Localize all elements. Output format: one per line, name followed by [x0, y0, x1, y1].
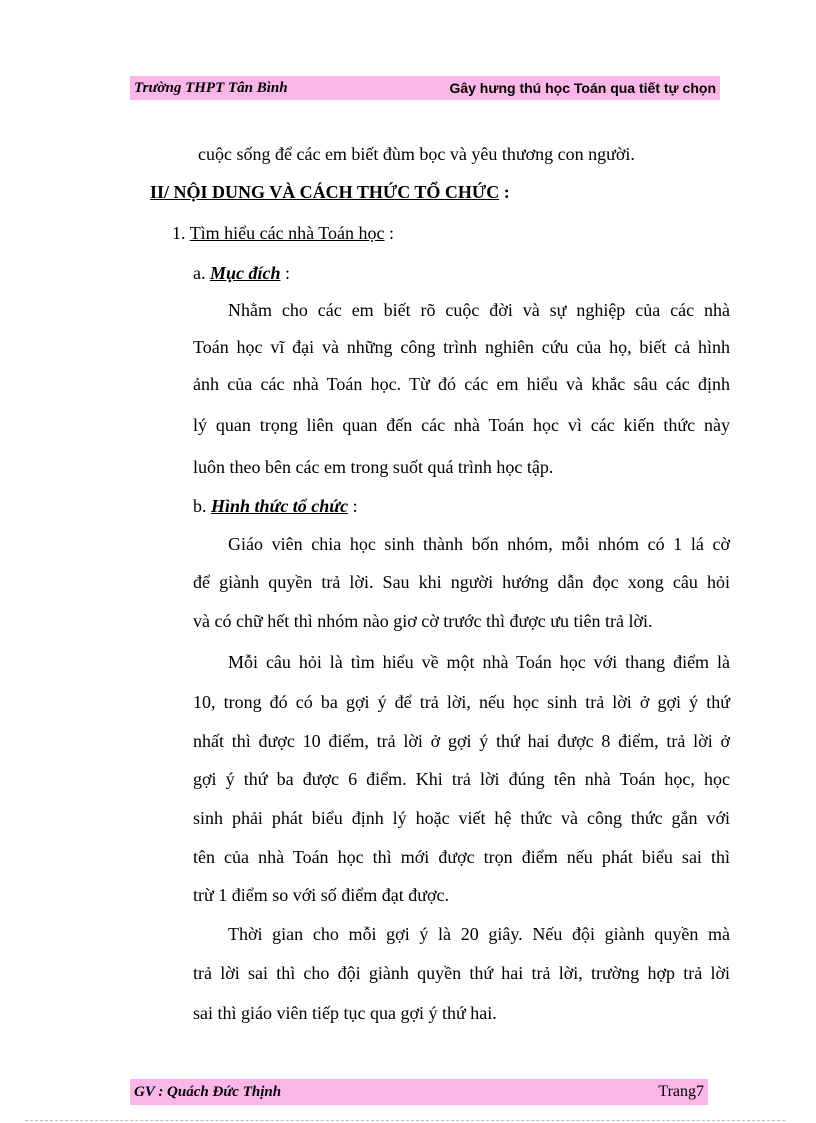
paragraph-b2-line-1: Mỗi câu hỏi là tìm hiểu về một nhà Toán học với thang điểm là	[228, 652, 730, 672]
header-title: Gây hưng thú học Toán qua tiết tự chọn	[449, 80, 716, 96]
paragraph-a-line-3: ảnh của các nhà Toán học. Từ đó các em hiểu và khắc sâu các định	[193, 374, 730, 394]
paragraph-b2-line-7: trừ 1 điểm so với số điểm đạt được.	[193, 885, 450, 905]
footer-page-number: Trang7	[658, 1083, 704, 1100]
subsection-a-label: a.	[193, 263, 210, 283]
subsection-b-label: b.	[193, 496, 211, 516]
paragraph-b2-line-2: 10, trong đó có ba gợi ý để trả lời, nếu học sinh trả lời ở gợi ý thứ	[193, 692, 730, 712]
paragraph-b2-line-3: nhất thì được 10 điểm, trả lời ở gợi ý thứ hai được 8 điểm, trả lời ở	[193, 731, 730, 751]
subsection-b-heading	[193, 494, 358, 518]
page-header	[130, 76, 720, 100]
page-footer	[130, 1079, 708, 1105]
paragraph-a-line-4: lý quan trọng liên quan đến các nhà Toán học vì các kiến thức này	[193, 415, 730, 435]
paragraph-a-line-2: Toán học vĩ đại và những công trình nghiên cứu của họ, biết cả hình	[193, 337, 730, 357]
subsection-b-colon: :	[348, 496, 358, 516]
subsection-a-title: Mục đích	[210, 263, 281, 283]
intro-line: cuộc sống để các em biết đùm bọc và yêu thương con người.	[198, 144, 635, 164]
section-colon: :	[499, 182, 510, 202]
paragraph-b1-line-2: để giành quyền trả lời. Sau khi người hướng dẫn đọc xong câu hỏi	[193, 572, 730, 592]
item1-title: Tìm hiểu các nhà Toán học	[189, 223, 385, 243]
paragraph-b2-line-6: tên của nhà Toán học thì mới được trọn điểm nếu phát biểu sai thì	[193, 847, 730, 867]
section-heading	[150, 180, 510, 204]
item1-colon: :	[384, 223, 395, 243]
subsection-b-title: Hình thức tổ chức	[211, 496, 349, 516]
item1-heading	[172, 221, 394, 245]
paragraph-b1-line-3: và có chữ hết thì nhóm nào giơ cờ trước thì được ưu tiên trả lời.	[193, 611, 653, 631]
paragraph-b2-line-5: sinh phải phát biểu định lý hoặc viết hệ thức và công thức gắn với	[193, 808, 730, 828]
subsection-a-heading	[193, 261, 290, 285]
bottom-divider	[25, 1120, 785, 1121]
paragraph-b3-line-2: trả lời sai thì cho đội giành quyền thứ hai trả lời, trường hợp trả lời	[193, 963, 730, 983]
header-school: Trường THPT Tân Bình	[134, 79, 288, 96]
paragraph-b2-line-4: gợi ý thứ ba được 6 điểm. Khi trả lời đúng tên nhà Toán học, học	[193, 769, 730, 789]
paragraph-a-line-1: Nhằm cho các em biết rõ cuộc đời và sự nghiệp của các nhà	[228, 300, 730, 320]
paragraph-b3-line-3: sai thì giáo viên tiếp tục qua gợi ý thứ hai.	[193, 1003, 497, 1023]
paragraph-b3-line-1: Thời gian cho mỗi gợi ý là 20 giây. Nếu đội giành quyền mà	[228, 924, 730, 944]
subsection-a-colon: :	[280, 263, 291, 283]
section-title: II/ NỘI DUNG VÀ CÁCH THỨC TỔ CHỨC	[150, 182, 500, 202]
footer-author: GV : Quách Đức Thịnh	[134, 1083, 282, 1100]
paragraph-a-line-5: luôn theo bên các em trong suốt quá trình học tập.	[193, 457, 554, 477]
item1-number: 1.	[172, 223, 190, 243]
paragraph-b1-line-1: Giáo viên chia học sinh thành bốn nhóm, mỗi nhóm có 1 lá cờ	[228, 534, 730, 554]
